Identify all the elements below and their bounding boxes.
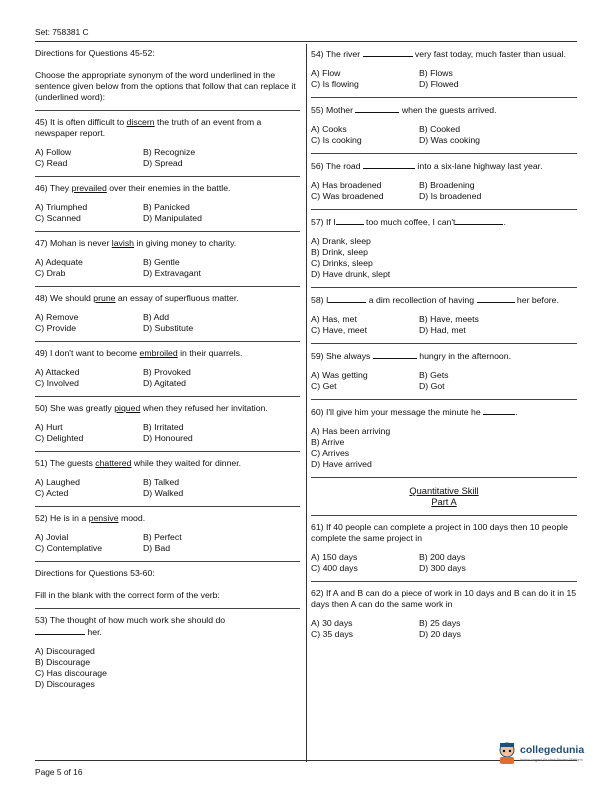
option-c: C) Provide — [35, 323, 77, 333]
question-52: 52) He is in a pensive mood. A) Jovial B) Perfect C) Contemplative D) Bad — [35, 513, 300, 554]
option-b: B) Talked — [143, 477, 180, 487]
option-a: A) Triumphed — [35, 202, 88, 212]
option-d: D) Honoured — [143, 433, 193, 443]
option-c: C) Get — [311, 381, 337, 391]
question-57: 57) If I too much coffee, I can't . A) Drank, sleep B) Drink, sleep C) Drinks, sleep D) Have drunk, slept — [311, 216, 577, 280]
option-a: A) Jovial — [35, 532, 69, 542]
underlined-word: piqued — [114, 403, 141, 413]
underlined-word: pensive — [88, 513, 119, 523]
question-50: 50) She was greatly piqued when they refused her invitation. A) Hurt B) Irritated C) Delighted D) Honoured — [35, 403, 300, 444]
option-c: C) Drab — [35, 268, 66, 278]
divider — [35, 451, 300, 452]
option-c: C) Has discourage — [35, 668, 107, 678]
option-a: A) 150 days — [311, 552, 358, 562]
option-d: D) 20 days — [419, 629, 462, 639]
option-c: C) Delighted — [35, 433, 84, 443]
option-b: B) Drink, sleep — [311, 247, 368, 257]
option-a: A) Adequate — [35, 257, 83, 267]
question-60: 60) I'll give him your message the minute he . A) Has been arriving B) Arrive C) Arrives D) Have arrived — [311, 406, 577, 470]
option-b: B) Panicked — [143, 202, 190, 212]
question-48: 48) We should prune an essay of superfluous matter. A) Remove B) Add C) Provide D) Substitute — [35, 293, 300, 334]
option-b: B) Cooked — [419, 124, 461, 134]
answer-blank — [336, 216, 364, 225]
option-a: A) Has, met — [311, 314, 357, 324]
answer-blank — [477, 294, 515, 303]
divider — [35, 110, 300, 111]
option-d: D) Walked — [143, 488, 184, 498]
question-49: 49) I don't want to become embroiled in their quarrels. A) Attacked B) Provoked C) Involved D) Agitated — [35, 348, 300, 389]
option-d: D) Have drunk, slept — [311, 269, 391, 279]
option-a: A) Remove — [35, 312, 79, 322]
option-b: B) Recognize — [143, 147, 196, 157]
option-b: B) Gentle — [143, 257, 180, 267]
option-d: D) Discourages — [35, 679, 95, 689]
question-51: 51) The guests chattered while they waited for dinner. A) Laughed B) Talked C) Acted D) Walked — [35, 458, 300, 499]
question-62: 62) If A and B can do a piece of work in 10 days and B can do it in 15 days then A can do the same work in A) 30 days B) 25 days C) 35 days D) 20 days — [311, 588, 577, 639]
option-b: B) 200 days — [419, 552, 466, 562]
option-c: C) Involved — [35, 378, 79, 388]
option-a: A) 30 days — [311, 618, 353, 628]
divider — [35, 506, 300, 507]
option-d: D) Is broadened — [419, 191, 482, 201]
answer-blank — [363, 48, 413, 57]
divider — [311, 477, 577, 478]
right-column — [311, 48, 577, 640]
option-d: D) Extravagant — [143, 268, 201, 278]
option-a: A) Laughed — [35, 477, 80, 487]
option-c: C) Scanned — [35, 213, 81, 223]
underlined-word: prune — [93, 293, 116, 303]
option-c: C) Read — [35, 158, 68, 168]
option-c: C) Was broadened — [311, 191, 384, 201]
option-a: A) Flow — [311, 68, 341, 78]
option-d: D) Manipulated — [143, 213, 202, 223]
option-a: A) Has broadened — [311, 180, 382, 190]
option-a: A) Hurt — [35, 422, 63, 432]
option-a: A) Attacked — [35, 367, 80, 377]
option-a: A) Has been arriving — [311, 426, 391, 436]
divider — [311, 209, 577, 210]
option-c: C) Is cooking — [311, 135, 362, 145]
collegedunia-logo — [496, 739, 591, 767]
divider — [35, 608, 300, 609]
divider — [311, 515, 577, 516]
directions-title: Directions for Questions 45-52: — [35, 48, 155, 58]
option-d: D) Spread — [143, 158, 183, 168]
option-b: B) Discourage — [35, 657, 91, 667]
answer-blank — [483, 406, 515, 415]
option-b: B) Broadening — [419, 180, 475, 190]
underlined-word: prevailed — [71, 183, 107, 193]
option-c: C) 35 days — [311, 629, 354, 639]
question-59: 59) She always hungry in the afternoon. A) Was getting B) Gets C) Get D) Got — [311, 350, 577, 392]
option-b: B) Add — [143, 312, 170, 322]
option-c: C) Acted — [35, 488, 69, 498]
underlined-word: embroiled — [139, 348, 178, 358]
underlined-word: discern — [126, 117, 155, 127]
option-a: A) Cooks — [311, 124, 347, 134]
option-a: A) Was getting — [311, 370, 368, 380]
option-b: B) 25 days — [419, 618, 461, 628]
divider — [35, 286, 300, 287]
option-c: C) Drinks, sleep — [311, 258, 373, 268]
question-54: 54) The river very fast today, much faster than usual. A) Flow B) Flows C) Is flowing D) Flowed — [311, 48, 577, 90]
question-53: 53) The thought of how much work she should do her. A) Discouraged B) Discourage C) Has discourage D) Discourages — [35, 615, 300, 690]
question-46: 46) They prevailed over their enemies in the battle. A) Triumphed B) Panicked C) Scanned D) Manipulated — [35, 183, 300, 224]
answer-blank — [373, 350, 417, 359]
option-c: C) Arrives — [311, 448, 350, 458]
divider — [35, 396, 300, 397]
mascot-icon — [496, 741, 518, 765]
option-d: D) Got — [419, 381, 445, 391]
answer-blank — [363, 160, 415, 169]
question-55: 55) Mother when the guests arrived. A) Cooks B) Cooked C) Is cooking D) Was cooking — [311, 104, 577, 146]
section-part: Part A — [431, 497, 457, 507]
option-c: C) Is flowing — [311, 79, 359, 89]
divider — [311, 287, 577, 288]
option-d: D) Was cooking — [419, 135, 480, 145]
directions-body: Choose the appropriate synonym of the word underlined in the sentence given below from the options that follow that can replace it (underlined word): — [35, 70, 296, 102]
divider — [311, 581, 577, 582]
question-58: 58) I a dim recollection of having her before. A) Has, met B) Have, meets C) Have, meet D) Had, met — [311, 294, 577, 336]
left-column — [35, 48, 300, 690]
question-56: 56) The road into a six-lane highway last year. A) Has broadened B) Broadening C) Was broadened D) Is broadened — [311, 160, 577, 202]
option-d: D) Flowed — [419, 79, 459, 89]
option-a: A) Discouraged — [35, 646, 95, 656]
divider — [35, 231, 300, 232]
option-b: B) Gets — [419, 370, 449, 380]
option-d: D) 300 days — [419, 563, 466, 573]
option-d: D) Had, met — [419, 325, 466, 335]
answer-blank — [355, 104, 399, 113]
option-c: C) 400 days — [311, 563, 358, 573]
option-b: B) Arrive — [311, 437, 345, 447]
directions-title: Directions for Questions 53-60: — [35, 568, 155, 578]
divider — [35, 176, 300, 177]
option-d: D) Bad — [143, 543, 171, 553]
logo-wordmark: collegedunia — [520, 744, 585, 756]
option-b: B) Perfect — [143, 532, 182, 542]
option-d: D) Have arrived — [311, 459, 372, 469]
section-title: Quantitative Skill — [409, 486, 479, 496]
option-d: D) Agitated — [143, 378, 186, 388]
divider — [311, 153, 577, 154]
divider — [311, 343, 577, 344]
option-b: B) Irritated — [143, 422, 184, 432]
divider — [35, 561, 300, 562]
divider — [311, 399, 577, 400]
divider — [35, 341, 300, 342]
question-61: 61) If 40 people can complete a project in 100 days then 10 people complete the same project in A) 150 days B) 200 days C) 400 days D) 300 days — [311, 522, 577, 574]
option-a: A) Drank, sleep — [311, 236, 371, 246]
option-c: C) Have, meet — [311, 325, 368, 335]
option-d: D) Substitute — [143, 323, 194, 333]
divider — [311, 97, 577, 98]
option-b: B) Flows — [419, 68, 453, 78]
option-b: B) Have, meets — [419, 314, 479, 324]
question-47: 47) Mohan is never lavish in giving money to charity. A) Adequate B) Gentle C) Drab D) Extravagant — [35, 238, 300, 279]
answer-blank — [455, 216, 503, 225]
option-b: B) Provoked — [143, 367, 191, 377]
set-number: Set: 758381 C — [35, 27, 89, 37]
page-number: Page 5 of 16 — [35, 767, 83, 777]
header-rule — [35, 41, 577, 42]
column-divider — [306, 44, 307, 762]
directions-body: Fill in the blank with the correct form of the verb: — [35, 590, 220, 600]
answer-blank — [328, 294, 366, 303]
option-c: C) Contemplative — [35, 543, 103, 553]
answer-blank — [35, 626, 85, 635]
underlined-word: chattered — [95, 458, 132, 468]
logo-tagline: India's largest Student Review Platform — [520, 758, 583, 762]
question-45: 45) It is often difficult to discern the truth of an event from a newspaper report. A) Follow B) Recognize C) Read D) Spread — [35, 117, 300, 169]
underlined-word: lavish — [111, 238, 134, 248]
option-a: A) Follow — [35, 147, 72, 157]
